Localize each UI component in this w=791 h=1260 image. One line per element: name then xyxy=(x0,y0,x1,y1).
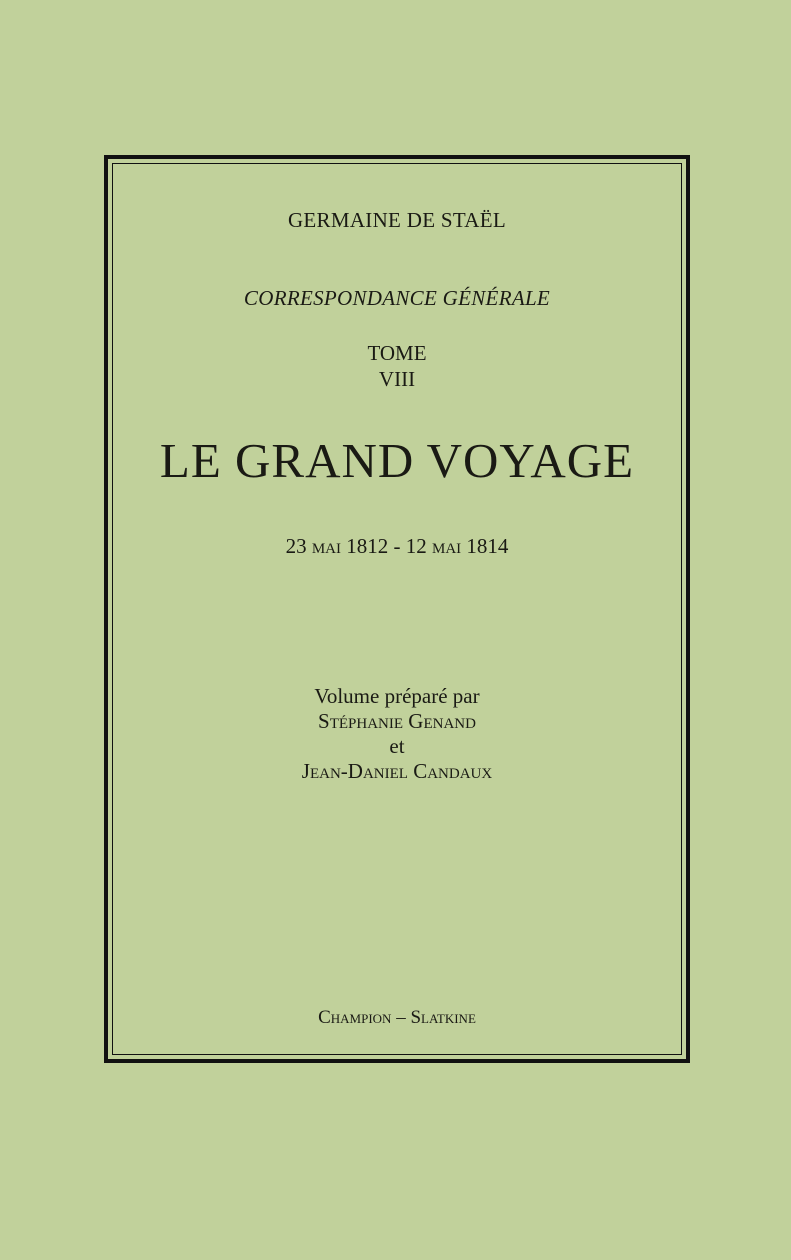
date-range: 23 mai 1812 - 12 mai 1814 xyxy=(285,534,509,558)
cover-outer-frame xyxy=(104,155,690,1063)
editor-name-1: Stéphanie Genand xyxy=(318,709,476,733)
publisher-name: Champion – Slatkine xyxy=(318,1007,476,1028)
author-name: GERMAINE DE STAËL xyxy=(287,208,507,232)
prepared-by-label: Volume préparé par xyxy=(314,684,480,708)
book-title: LE GRAND VOYAGE xyxy=(159,433,635,488)
series-title: CORRESPONDANCE GÉNÉRALE xyxy=(243,286,551,310)
cover-inner-frame xyxy=(112,163,682,1055)
editor-name-2: Jean-Daniel Candaux xyxy=(301,759,493,783)
editor-conjunction: et xyxy=(389,734,405,758)
tome-number: VIII xyxy=(378,367,416,391)
tome-label: TOME xyxy=(367,341,427,365)
